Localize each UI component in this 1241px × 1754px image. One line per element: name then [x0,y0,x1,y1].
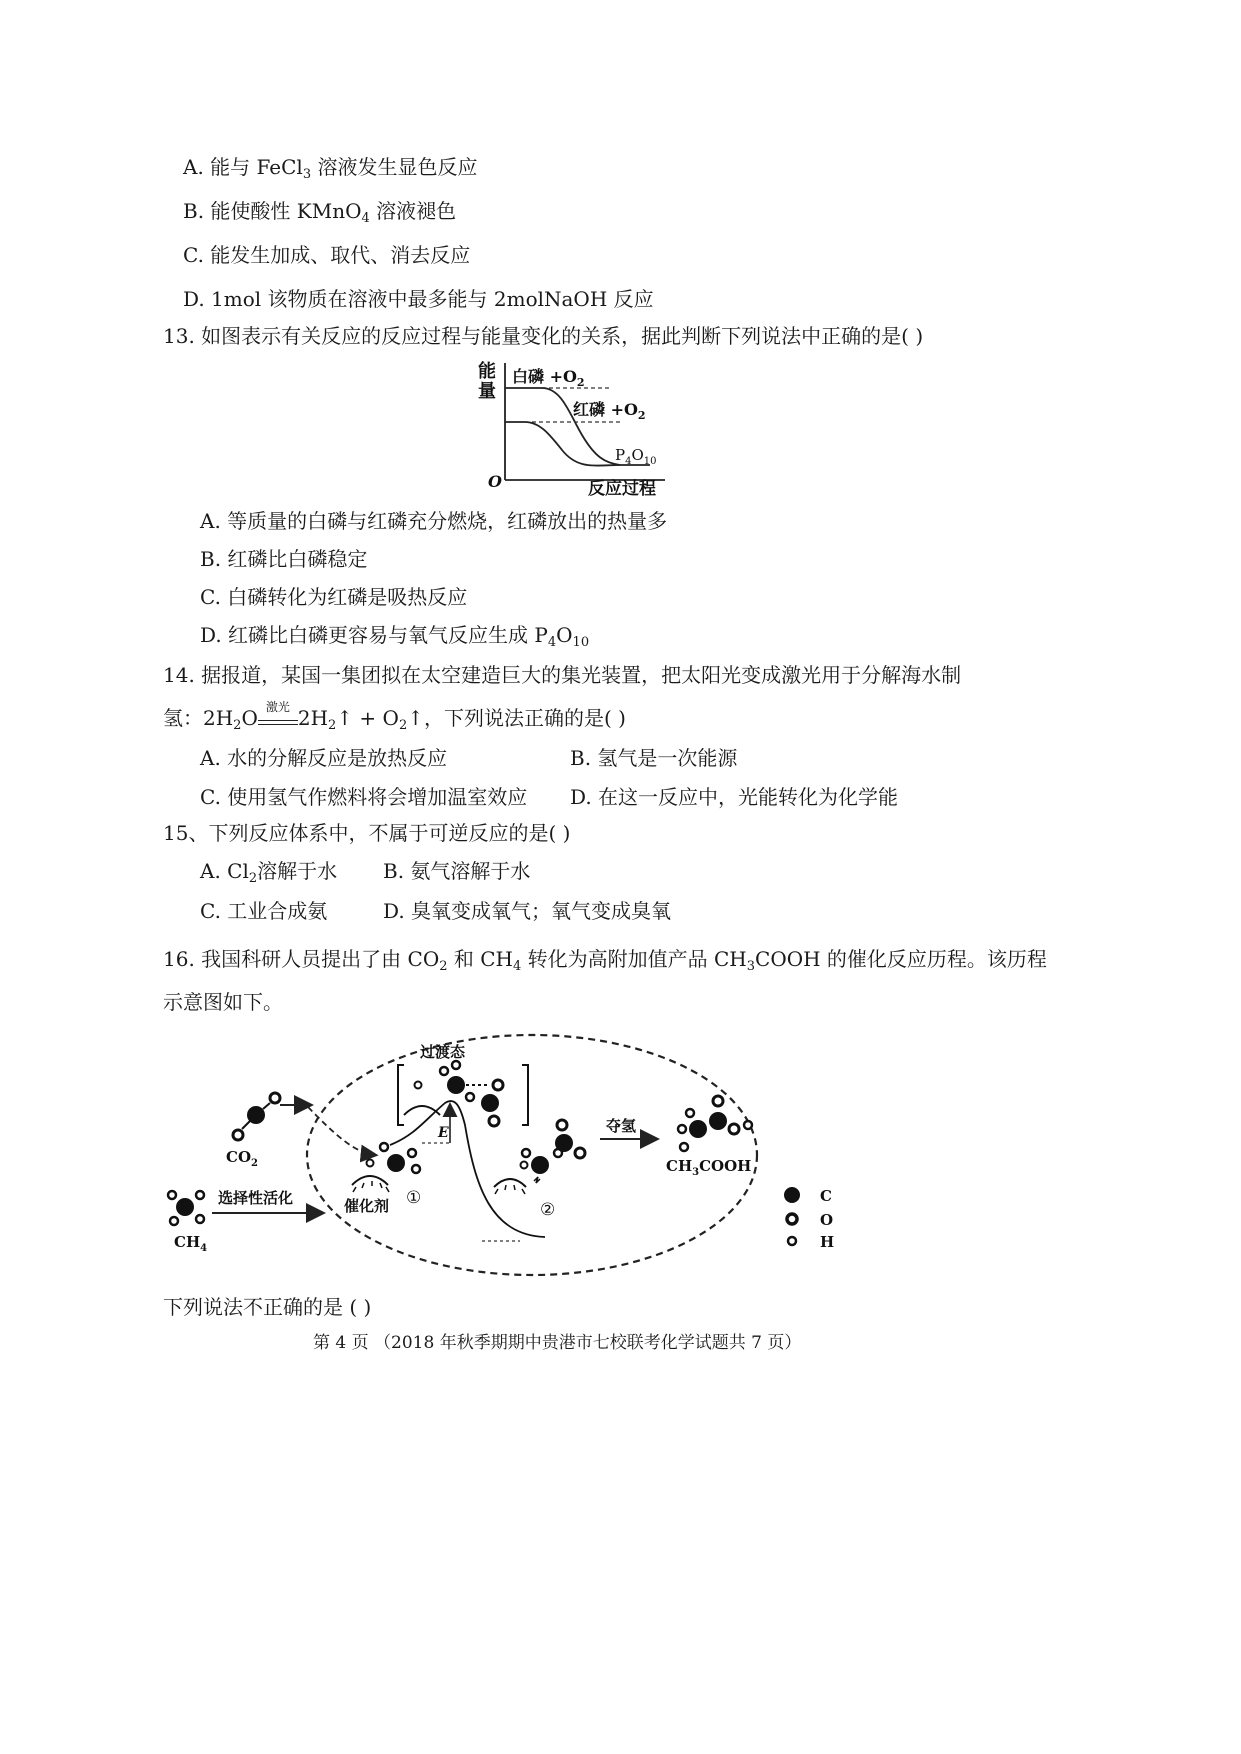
q13-option-a: A. 等质量的白磷与红磷充分燃烧，红磷放出的热量多 [200,509,668,533]
q13-stem: 13. 如图表示有关反应的反应过程与能量变化的关系，据此判断下列说法中正确的是( ) [163,324,924,348]
transition-state-molecule [404,1061,503,1126]
q15-option-a-text-end: 溶解于水 [257,859,338,883]
ch4-label: $CH_4$ [174,1233,208,1254]
activation-energy-label: E [438,1125,449,1141]
bracket-right [522,1065,528,1125]
subscript: 10 [572,635,590,650]
subscript: 3 [302,167,312,182]
q14-option-d: D. 在这一反应中，光能转化为化学能 [570,785,899,809]
q12-option-a-text: A. 能与 FeCl [183,155,303,179]
legend [784,1187,834,1251]
subscript: 4 [547,635,557,650]
subscript: 2 [233,718,242,733]
q14-formula-o: O [241,706,258,730]
red-phosphorus-label: 红磷 $+O_2$ [573,400,646,422]
q16-stem-text: 16. 我国科研人员提出了由 CO [163,947,440,971]
subscript: 2 [398,718,408,733]
legend-hydrogen-symbol [788,1237,796,1245]
q15-option-a [200,858,337,892]
catalyst-site-2 [494,1120,585,1194]
selective-activation-label: 选择性活化 [218,1189,294,1207]
q16-question: 下列说法不正确的是 ( ) [163,1295,372,1319]
q13-option-d [200,622,589,656]
ch3cooh-label: $CH_3COOH$ [666,1157,752,1178]
q15-option-b: B. 氨气溶解于水 [383,859,531,883]
origin-label: O [488,472,502,491]
step-1-label: ① [406,1188,422,1208]
co2-dashed-path [308,1107,375,1155]
reaction-condition: 激光 [265,700,290,714]
q16-stem-text-3: 转化为高附加值产品 CH [521,947,747,971]
q12-option-a-text-end: 溶液发生显色反应 [311,155,478,179]
q14-stem-end: ↑，下列说法正确的是( ) [407,706,626,730]
q12-option-b [183,198,456,232]
legend-hydrogen-label: H [820,1233,835,1251]
page-footer: 第 4 页 （2018 年秋季期期中贵港市七校联考化学试题共 7 页） [313,1333,802,1353]
q12-option-b-text-end: 溶液褪色 [369,199,457,223]
q15-stem: 15、下列反应体系中，不属于可逆反应的是( ) [163,821,571,845]
subscript: 2 [248,871,258,886]
legend-oxygen-symbol [787,1214,797,1224]
reaction-arrow [258,700,298,725]
ch3cooh-molecule [678,1096,752,1151]
subscript: 3 [746,959,756,974]
q16-reaction-diagram [160,1025,860,1285]
q14-option-a: A. 水的分解反应是放热反应 [200,746,448,770]
q13-option-c: C. 白磷转化为红磷是吸热反应 [200,585,468,609]
q13-option-d-o: O [556,623,573,647]
q12-option-b-text: B. 能使酸性 KMnO [183,199,362,223]
y-axis-label-2: 量 [478,381,496,402]
step-2-label: ② [540,1200,556,1220]
dehydrogenation-label: 夺氢 [606,1117,637,1135]
co2-molecule [233,1093,280,1140]
y-axis-label-1: 能 [478,361,496,382]
q16-stem-text-4: COOH 的催化反应历程。该历程 [755,947,1047,971]
q14-formula-o2: ↑ + O [336,706,399,730]
legend-carbon-label: C [820,1187,832,1205]
q12-option-c: C. 能发生加成、取代、消去反应 [183,243,471,267]
q15-option-c: C. 工业合成氨 [200,899,328,923]
q15-option-d: D. 臭氧变成氧气；氧气变成臭氧 [383,899,672,923]
x-axis-label: 反应过程 [588,479,656,499]
q16-stem-line1 [163,946,1047,980]
q13-option-d-text: D. 红磷比白磷更容易与氧气反应生成 P [200,623,548,647]
legend-carbon-symbol [784,1187,800,1203]
catalyst-label: 催化剂 [344,1197,390,1215]
white-phosphorus-label: 白磷 $+O_2$ [512,367,585,389]
co2-label: $CO_2$ [226,1148,258,1169]
q14-stem-line1: 14. 据报道，某国一集团拟在太空建造巨大的集光装置，把太阳光变成激光用于分解海水制 [163,663,962,687]
subscript: 4 [512,959,522,974]
q16-stem-text-2: 和 CH [447,947,513,971]
q13-option-b: B. 红磷比白磷稳定 [200,547,368,571]
q16-stem-line2: 示意图如下。 [163,990,283,1014]
q12-option-d: D. 1mol 该物质在溶液中最多能与 2molNaOH 反应 [183,287,654,311]
product-label: $P_4O_{10}$ [615,446,657,467]
bracket-left [398,1065,404,1125]
catalyst-site-1 [352,1143,420,1192]
transition-state-label: 过渡态 [420,1043,466,1061]
subscript: 2 [439,959,448,974]
q14-option-b: B. 氢气是一次能源 [570,746,738,770]
q15-option-a-text: A. Cl [200,859,249,883]
q14-formula-start: 氢：2H [163,706,234,730]
q14-stem-line2 [163,700,626,739]
subscript: 2 [328,718,337,733]
q14-formula-h2: 2H [297,706,329,730]
q12-option-a [183,154,477,188]
subscript: 4 [361,211,370,226]
legend-oxygen-label: O [820,1211,834,1229]
q13-energy-diagram [470,355,690,500]
ch4-molecule [168,1191,204,1225]
q14-option-c: C. 使用氢气作燃料将会增加温室效应 [200,785,528,809]
